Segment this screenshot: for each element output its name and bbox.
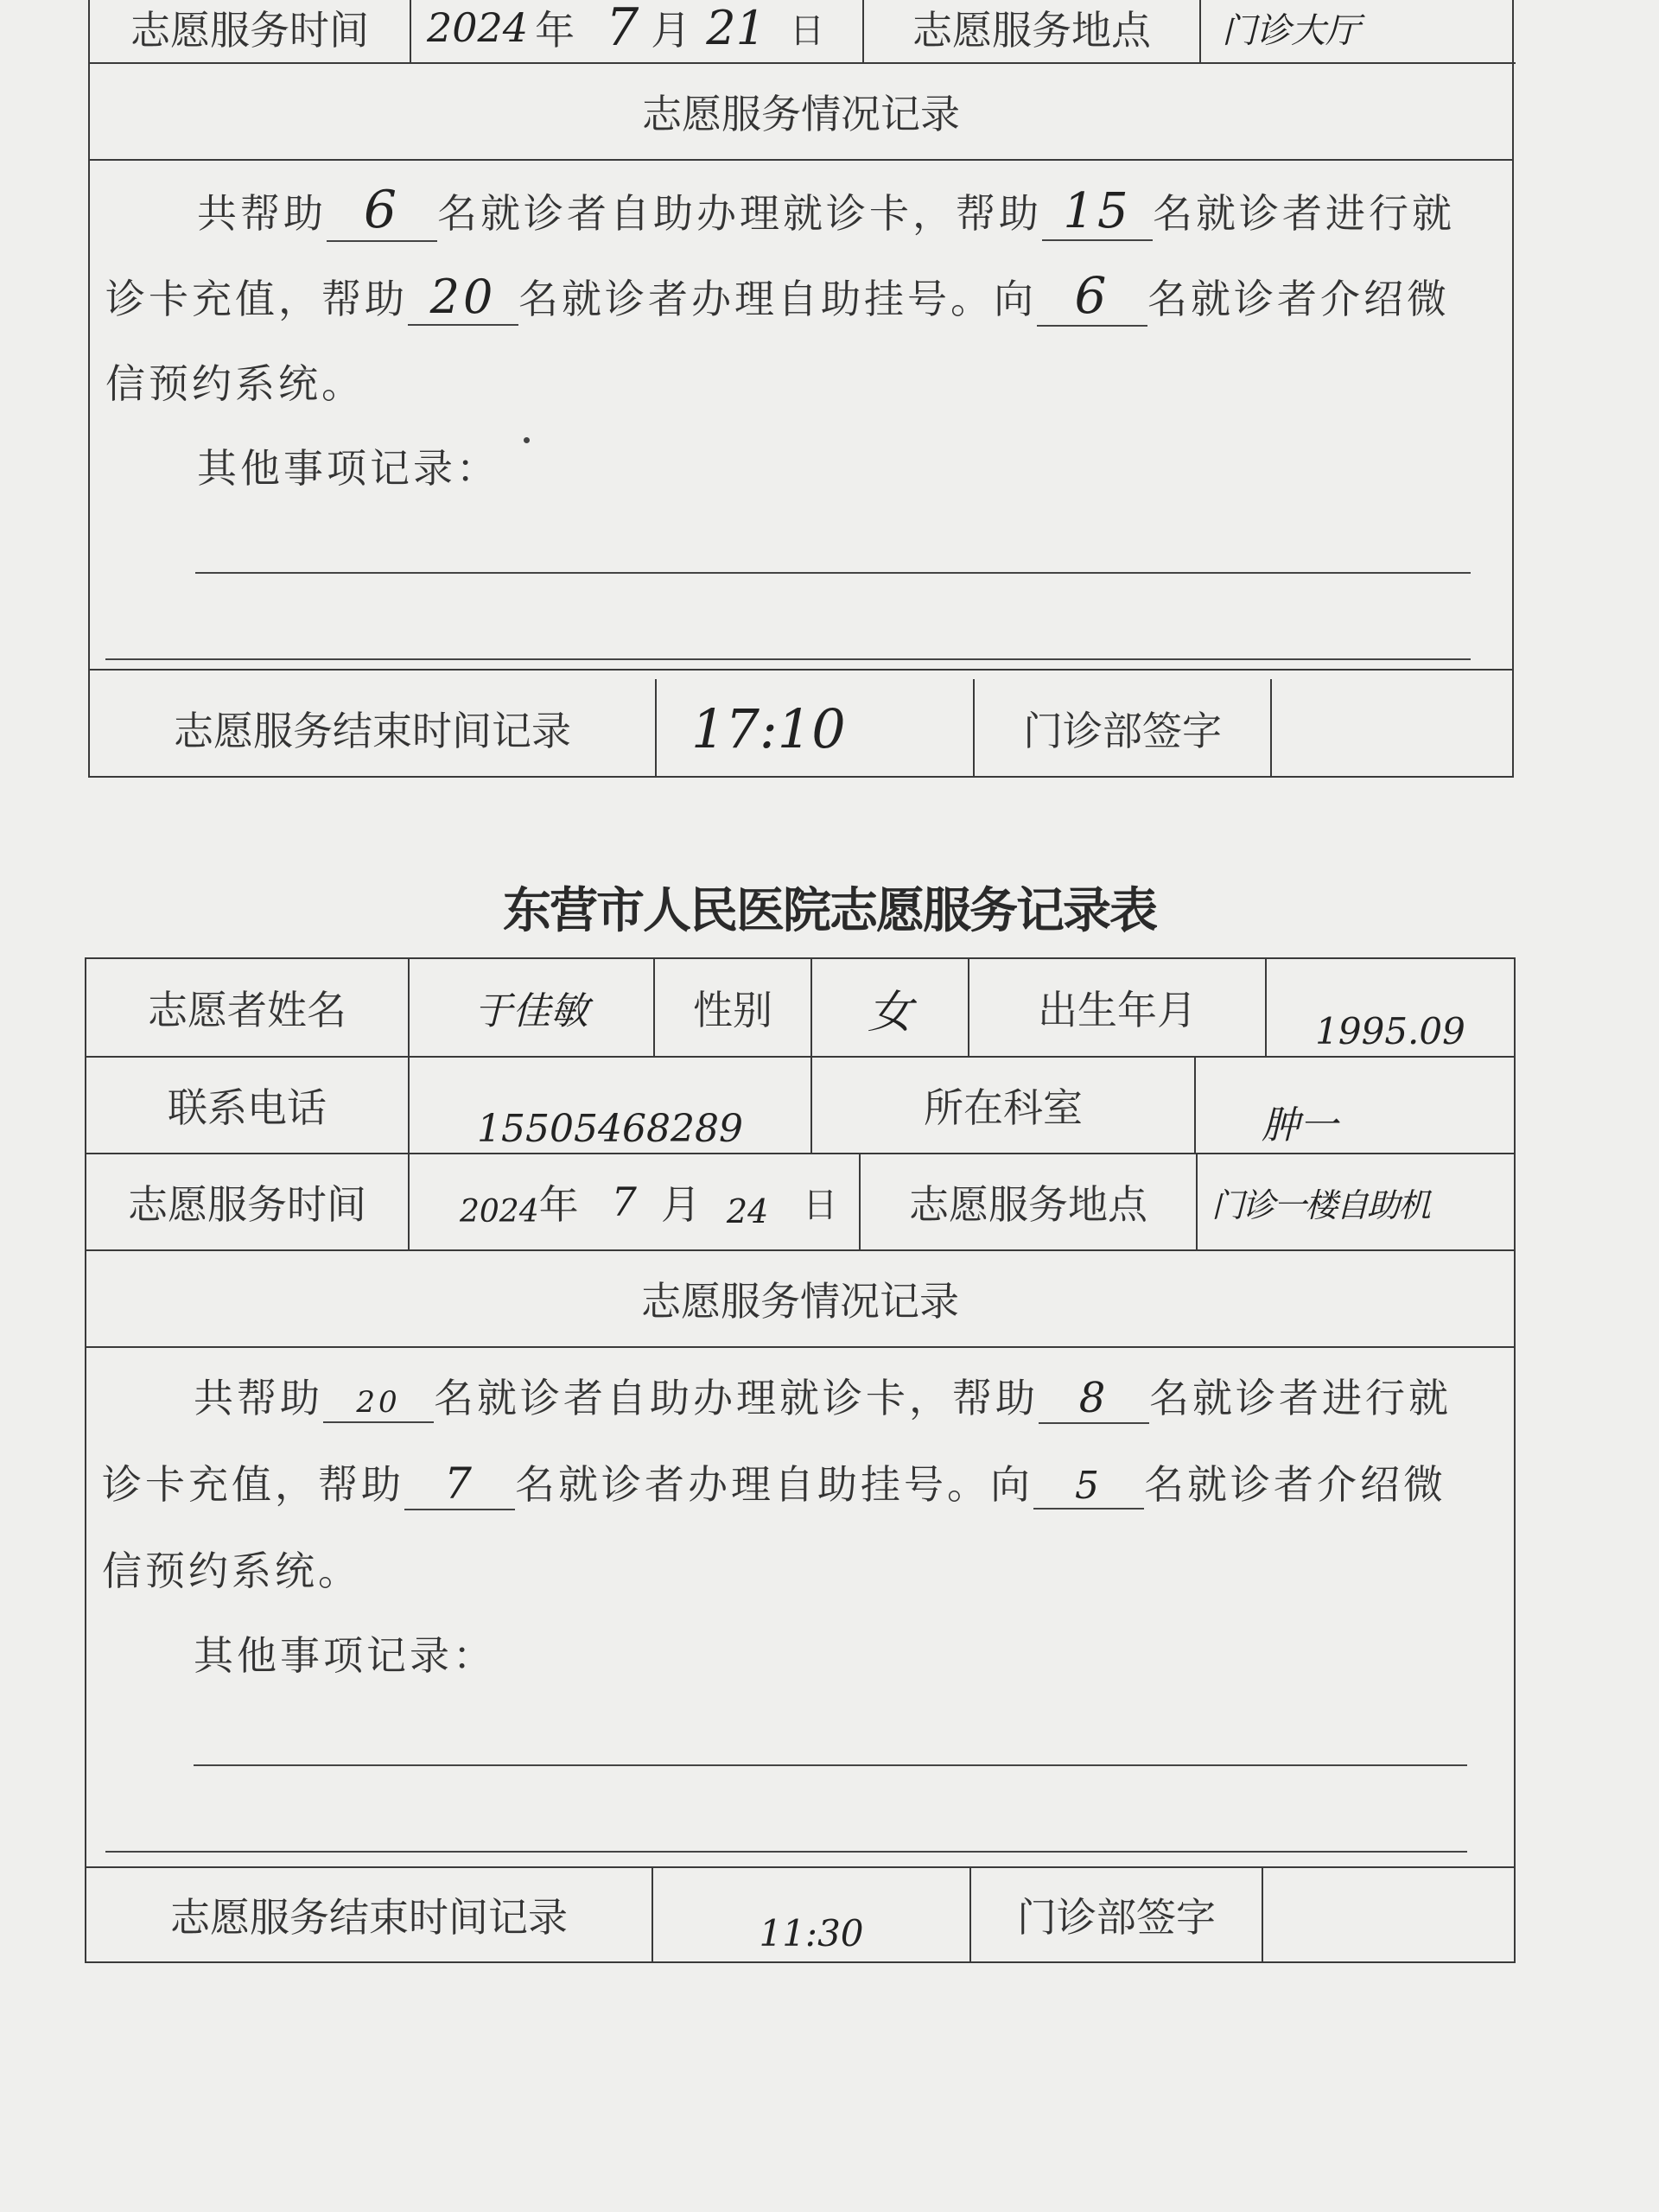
birth-label: 出生年月 (969, 959, 1267, 1058)
record-line-1: 共帮助 6 名就诊者自助办理就诊卡，帮助 15 名就诊者进行就 (197, 180, 1455, 240)
service-time-label: 志愿服务时间 (90, 0, 411, 64)
gender-label: 性别 (655, 959, 812, 1058)
record-header-2: 志愿服务情况记录 (86, 1251, 1514, 1348)
outpatient-sign-field[interactable] (1272, 679, 1512, 778)
register-count-field-2[interactable]: 7 (404, 1459, 515, 1510)
volunteer-name-label: 志愿者姓名 (86, 959, 410, 1058)
record-line-3-2: 信预约系统。 (102, 1548, 361, 1594)
birth-value: 1995.09 (1315, 1010, 1465, 1052)
service-date-field-2[interactable]: 2024 年 7 月 24 日 (410, 1154, 861, 1251)
cards-count-field-2[interactable]: 20 (323, 1375, 434, 1423)
other-items-line-2[interactable] (105, 658, 1471, 660)
record-line-2-2: 诊卡充值，帮助 7 名就诊者办理自助挂号。向 5 名就诊者介绍微 (102, 1459, 1446, 1509)
other-items-label-2: 其他事项记录： (194, 1632, 496, 1679)
service-place-field-2[interactable] (1198, 1154, 1514, 1251)
other-items-line-2-2[interactable] (105, 1851, 1467, 1853)
service-place-label: 志愿服务地点 (864, 0, 1201, 64)
other-items-label: 其他事项记录： (197, 445, 499, 492)
wechat-count-field-2[interactable]: 5 (1033, 1461, 1144, 1510)
record-line-3: 信预约系统。 (105, 360, 365, 407)
outpatient-sign-label-2: 门诊部签字 (971, 1868, 1263, 1961)
volunteer-name-field[interactable] (410, 959, 655, 1058)
record-line-2: 诊卡充值，帮助 20 名就诊者办理自助挂号。向 6 名就诊者介绍微 (105, 266, 1450, 325)
department-value: 肿一 (1262, 1103, 1338, 1147)
service-place-label-2: 志愿服务地点 (861, 1154, 1198, 1251)
recharge-count-field-2[interactable]: 8 (1039, 1374, 1149, 1424)
register-count-field[interactable]: 20 (408, 270, 518, 326)
service-place-field[interactable] (1201, 0, 1516, 64)
service-month-value: 7 (606, 0, 639, 58)
service-place-value-2: 门诊一楼自助机 (1211, 1185, 1430, 1224)
service-day-value-2: 24 (726, 1192, 769, 1230)
department-label: 所在科室 (812, 1058, 1196, 1154)
outpatient-sign-label: 门诊部签字 (975, 679, 1272, 778)
record-form-2 (85, 957, 1516, 1963)
other-items-line-1[interactable] (195, 572, 1471, 574)
end-time-value-2: 11:30 (759, 1912, 864, 1955)
end-time-field-2[interactable] (653, 1868, 971, 1961)
record-header: 志愿服务情况记录 (90, 64, 1512, 161)
phone-label: 联系电话 (86, 1058, 410, 1154)
end-time-label: 志愿服务结束时间记录 (90, 679, 657, 778)
cards-count-field[interactable]: 6 (327, 180, 437, 242)
gender-value: 女 (867, 986, 912, 1039)
gender-field[interactable] (812, 959, 969, 1058)
outpatient-sign-field-2[interactable] (1263, 1868, 1514, 1961)
service-year-value-2: 2024 (460, 1193, 539, 1230)
record-body-2 (86, 1348, 1514, 1866)
recharge-count-field[interactable]: 15 (1042, 183, 1153, 241)
service-date-field[interactable]: 2024 年 7 月 21 日 (411, 0, 864, 64)
end-time-label-2: 志愿服务结束时间记录 (86, 1868, 653, 1961)
end-time-value: 17:10 (691, 696, 846, 760)
record-body (90, 161, 1512, 671)
ink-dot (524, 437, 530, 443)
phone-field[interactable] (410, 1058, 812, 1154)
other-items-line-1-2[interactable] (194, 1764, 1467, 1766)
department-field[interactable] (1196, 1058, 1514, 1154)
service-month-value-2: 7 (611, 1179, 637, 1225)
phone-value: 15505468289 (477, 1107, 743, 1151)
form-title: 东营市人民医院志愿服务记录表 (503, 882, 1156, 939)
birth-field[interactable] (1267, 959, 1514, 1058)
volunteer-name-value: 于佳敏 (474, 989, 588, 1033)
wechat-count-field[interactable]: 6 (1037, 266, 1147, 327)
service-year-value: 2024 (427, 4, 529, 51)
record-line-1-2: 共帮助 20 名就诊者自助办理就诊卡，帮助 8 名就诊者进行就 (194, 1374, 1452, 1422)
service-day-value: 21 (706, 0, 766, 55)
end-time-field[interactable] (657, 679, 975, 778)
service-place-value: 门诊大厅 (1222, 10, 1360, 51)
service-time-label-2: 志愿服务时间 (86, 1154, 410, 1251)
record-form-1 (88, 0, 1514, 778)
